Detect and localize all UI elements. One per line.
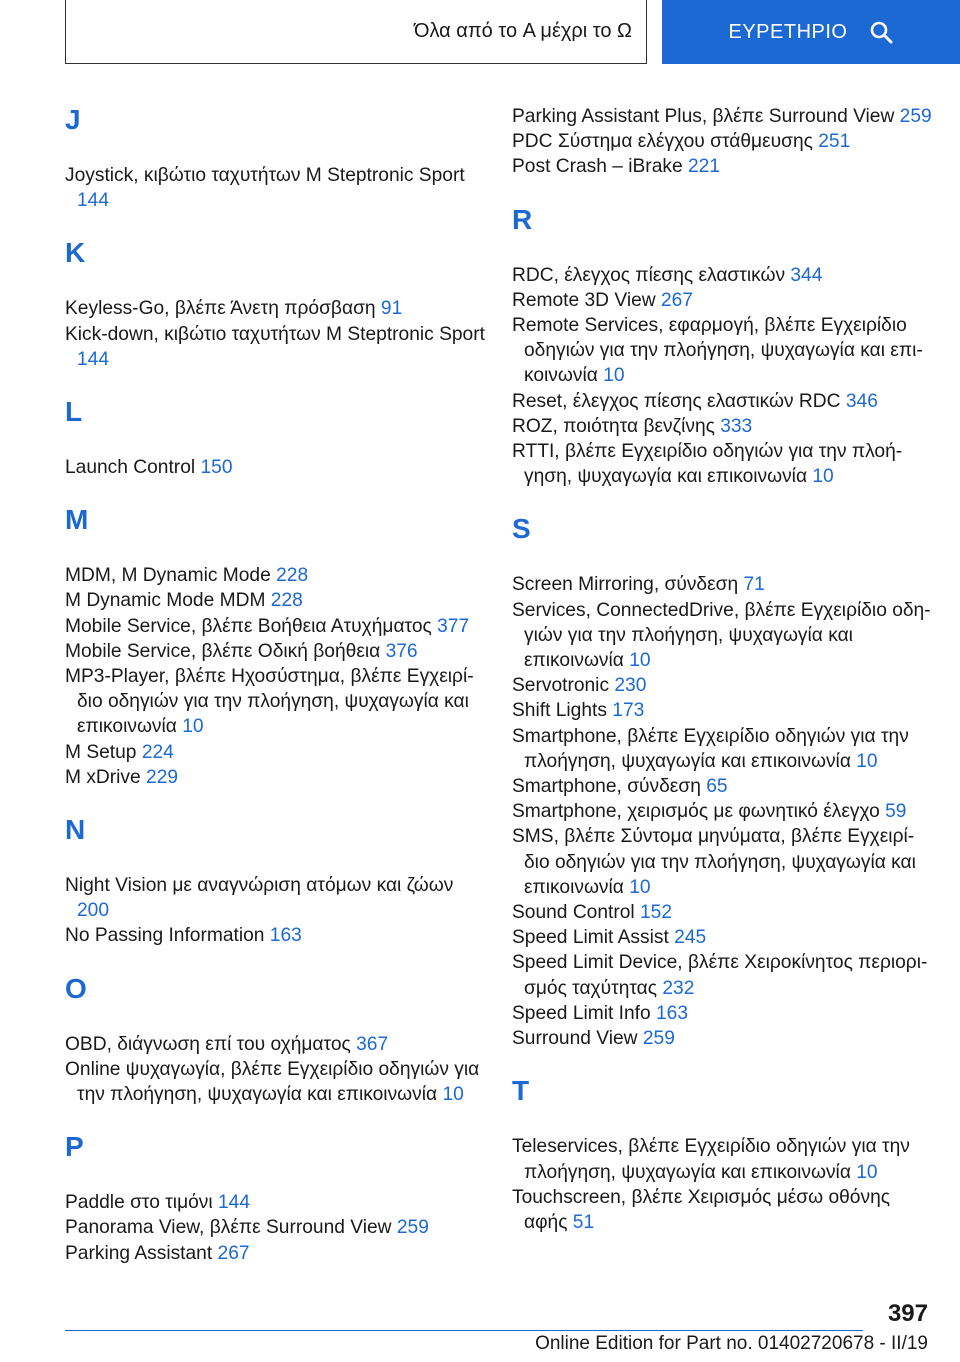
index-entry-text: Reset, έλεγχος πίεσης ελαστικών RDC bbox=[512, 390, 841, 412]
index-entry-text: Speed Limit Device, βλέπε Χειροκίνητος περιορισμός ταχύτητας bbox=[512, 952, 928, 999]
section-tab-label: Όλα από το A μέχρι το Ω bbox=[414, 20, 632, 42]
page-reference-link[interactable]: 65 bbox=[706, 776, 728, 798]
page-reference-link[interactable]: 346 bbox=[845, 390, 878, 412]
page-reference-link[interactable]: 344 bbox=[790, 264, 823, 286]
index-entry bbox=[65, 873, 485, 923]
index-entry-text: Surround View bbox=[512, 1028, 638, 1050]
page-reference-link[interactable]: 144 bbox=[77, 348, 110, 370]
page-reference-link[interactable]: 144 bbox=[77, 190, 110, 212]
page-reference-link[interactable]: 144 bbox=[218, 1192, 251, 1214]
index-entry bbox=[512, 288, 932, 313]
page-reference-link[interactable]: 71 bbox=[743, 574, 765, 596]
index-entry-text: Touchscreen, βλέπε Χειρισμός μέσω οθόνης αφής bbox=[512, 1186, 890, 1233]
index-letter-heading: K bbox=[65, 237, 86, 269]
page-reference-link[interactable]: 10 bbox=[856, 1161, 878, 1183]
index-entry-text: Mobile Service, βλέπε Βοήθεια Ατυχήματος bbox=[65, 615, 432, 637]
index-entry bbox=[65, 588, 485, 613]
section-gap bbox=[512, 489, 932, 513]
page-reference-link[interactable]: 51 bbox=[572, 1211, 595, 1233]
index-entry bbox=[512, 724, 932, 774]
index-entry-text: Smartphone, σύνδεση bbox=[512, 776, 701, 798]
index-letter-heading: P bbox=[65, 1131, 84, 1163]
page-reference-link[interactable]: 10 bbox=[182, 716, 204, 738]
index-entry bbox=[512, 439, 932, 489]
index-entry bbox=[65, 322, 485, 372]
index-entry-text: MP3-Player, βλέπε Ηχοσύστημα, βλέπε Εγχειρίδιο οδηγιών για την πλοήγηση, ψυχαγωγία και επικοινωνία bbox=[65, 666, 474, 738]
index-letter-heading: T bbox=[512, 1075, 530, 1107]
page-reference-link[interactable]: 376 bbox=[385, 640, 418, 662]
page-reference-link[interactable]: 10 bbox=[812, 466, 834, 488]
index-letter-heading: O bbox=[65, 972, 87, 1004]
index-entry bbox=[512, 154, 932, 179]
page-reference-link[interactable]: 367 bbox=[356, 1033, 389, 1055]
index-entry bbox=[512, 104, 932, 129]
index-entry-text: M xDrive bbox=[65, 766, 141, 788]
page-reference-link[interactable]: 333 bbox=[720, 415, 753, 437]
index-entry bbox=[65, 614, 485, 639]
index-entry-text: Speed Limit Info bbox=[512, 1002, 651, 1024]
page-reference-link[interactable]: 259 bbox=[899, 106, 932, 127]
page-reference-link[interactable]: 224 bbox=[141, 741, 174, 763]
index-entry-text: Keyless-Go, βλέπε Άνετη πρόσβαση bbox=[65, 298, 376, 320]
page-reference-link[interactable]: 200 bbox=[77, 900, 110, 922]
index-entry bbox=[65, 765, 485, 790]
page-reference-link[interactable]: 267 bbox=[217, 1242, 250, 1264]
index-button[interactable] bbox=[662, 0, 960, 64]
index-entry-text: RTTI, βλέπε Εγχειρίδιο οδηγιών για την πλοήγηση, ψυχαγωγία και επικοινωνία bbox=[512, 441, 903, 488]
index-entry-text: No Passing Information bbox=[65, 925, 265, 947]
index-entry bbox=[512, 1185, 932, 1235]
page-reference-link[interactable]: 10 bbox=[603, 365, 625, 387]
index-entry-text: Remote 3D View bbox=[512, 289, 656, 311]
index-letter-heading: J bbox=[65, 104, 81, 135]
page-reference-link[interactable]: 10 bbox=[629, 876, 651, 898]
page-reference-link[interactable]: 267 bbox=[660, 289, 693, 311]
index-entry-text: Parking Assistant bbox=[65, 1242, 213, 1264]
index-entry bbox=[512, 1026, 932, 1051]
index-entry-text: Post Crash – iBrake bbox=[512, 156, 683, 178]
index-entry-text: MDM, M Dynamic Mode bbox=[65, 565, 271, 587]
index-entry-text: Mobile Service, βλέπε Οδική βοήθεια bbox=[65, 640, 381, 662]
index-letter-heading: R bbox=[512, 203, 533, 235]
section-gap bbox=[65, 213, 485, 237]
section-gap bbox=[65, 372, 485, 396]
page-reference-link[interactable]: 228 bbox=[270, 590, 303, 612]
page-reference-link[interactable]: 228 bbox=[276, 565, 309, 587]
page-reference-link[interactable]: 259 bbox=[642, 1028, 675, 1050]
page-reference-link[interactable]: 150 bbox=[200, 457, 233, 479]
page-reference-link[interactable]: 152 bbox=[640, 902, 673, 924]
index-column-right bbox=[512, 104, 932, 1235]
index-label: ΕΥΡΕΤΗΡΙΟ bbox=[728, 20, 848, 43]
index-entry-text: Servotronic bbox=[512, 675, 610, 697]
index-entry-text: OBD, διάγνωση επί του οχήματος bbox=[65, 1033, 351, 1055]
index-entry bbox=[512, 572, 932, 597]
index-entry-text: PDC Σύστημα ελέγχου στάθμευσης bbox=[512, 131, 813, 153]
index-letter-heading: N bbox=[65, 814, 86, 846]
section-gap bbox=[65, 1107, 485, 1131]
page-reference-link[interactable]: 221 bbox=[687, 156, 720, 178]
index-entry-text: Speed Limit Assist bbox=[512, 927, 669, 949]
search-icon bbox=[869, 20, 893, 44]
index-entry-text: Smartphone, χειρισμός με φωνητικό έλεγχο bbox=[512, 801, 880, 823]
index-entry bbox=[512, 673, 932, 698]
index-entry-text: Joystick, κιβώτιο ταχυτήτων M Steptronic Sport bbox=[65, 165, 465, 186]
page-reference-link[interactable]: 163 bbox=[269, 925, 302, 947]
index-column-left bbox=[65, 104, 485, 1266]
index-entry bbox=[512, 925, 932, 950]
page-reference-link[interactable]: 173 bbox=[612, 700, 645, 722]
index-entry-text: Smartphone, βλέπε Εγχειρίδιο οδηγιών για την πλοήγηση, ψυχαγωγία και επικοινωνία bbox=[512, 725, 909, 772]
index-entry bbox=[512, 598, 932, 674]
index-entry bbox=[65, 163, 485, 213]
index-entry bbox=[65, 563, 485, 588]
index-entry bbox=[512, 389, 932, 414]
page-reference-link[interactable]: 10 bbox=[442, 1084, 464, 1106]
edition-note: Online Edition for Part no. 01402720678 - II/19 bbox=[535, 1333, 928, 1354]
index-entry bbox=[512, 263, 932, 288]
index-entry-text: ROZ, ποιότητα βενζίνης bbox=[512, 415, 715, 437]
index-entry-text: Sound Control bbox=[512, 902, 635, 924]
page-reference-link[interactable]: 259 bbox=[396, 1217, 429, 1239]
index-entry bbox=[65, 1057, 485, 1107]
index-entry bbox=[512, 1001, 932, 1026]
index-entry bbox=[512, 313, 932, 389]
page-reference-link[interactable]: 229 bbox=[146, 766, 179, 788]
footer-divider bbox=[65, 1330, 863, 1331]
index-entry-text: Services, ConnectedDrive, βλέπε Εγχειρίδιο οδηγιών για την πλοήγηση, ψυχαγωγία και επικοινωνία bbox=[512, 599, 931, 672]
index-entry-text: Online ψυχαγωγία, βλέπε Εγχειρίδιο οδηγιών για την πλοήγηση, ψυχαγωγία και επικοινωνία bbox=[65, 1058, 480, 1106]
page-reference-link[interactable]: 10 bbox=[856, 750, 878, 772]
index-entry bbox=[65, 1032, 485, 1057]
page-reference-link[interactable]: 245 bbox=[674, 927, 707, 949]
index-entry-text: Shift Lights bbox=[512, 700, 607, 722]
page-reference-link[interactable]: 59 bbox=[885, 801, 907, 823]
page-reference-link[interactable]: 91 bbox=[380, 298, 403, 320]
index-entry bbox=[512, 414, 932, 439]
index-entry bbox=[512, 1134, 932, 1184]
index-entry-text: M Dynamic Mode MDM bbox=[65, 590, 266, 612]
index-entry-text: Kick-down, κιβώτιο ταχυτήτων M Steptronic Sport bbox=[65, 323, 485, 345]
index-entry bbox=[512, 824, 932, 900]
section-gap bbox=[65, 949, 485, 973]
index-entry-text: Teleservices, βλέπε Εγχειρίδιο οδηγιών για την πλοήγηση, ψυχαγωγία και επικοινωνία bbox=[512, 1136, 910, 1183]
section-gap bbox=[65, 790, 485, 814]
index-entry bbox=[512, 900, 932, 925]
page-reference-link[interactable]: 251 bbox=[818, 131, 851, 153]
index-entry-text: Launch Control bbox=[65, 457, 196, 479]
index-entry-text: RDC, έλεγχος πίεσης ελαστικών bbox=[512, 264, 786, 286]
index-letter-heading: L bbox=[65, 396, 83, 428]
page-reference-link[interactable]: 230 bbox=[614, 675, 647, 697]
page-reference-link[interactable]: 377 bbox=[437, 615, 470, 637]
index-entry bbox=[65, 1190, 485, 1215]
index-entry-text: SMS, βλέπε Σύντομα μηνύματα, βλέπε Εγχειρίδιο οδηγιών για την πλοήγηση, ψυχαγωγία και επικοινωνία bbox=[512, 826, 916, 898]
index-letter-heading: M bbox=[65, 504, 89, 536]
section-gap bbox=[512, 1051, 932, 1075]
index-entry bbox=[65, 639, 485, 664]
index-letter-heading: S bbox=[512, 513, 531, 545]
index-entry-text: M Setup bbox=[65, 741, 137, 763]
index-entry bbox=[512, 698, 932, 723]
page-reference-link[interactable]: 163 bbox=[656, 1002, 689, 1024]
section-tab[interactable] bbox=[65, 0, 647, 64]
section-gap bbox=[512, 180, 932, 204]
index-entry-text: Remote Services, εφαρμογή, βλέπε Εγχειρίδιο οδηγιών για την πλοήγηση, ψυχαγωγία και επικοινωνία bbox=[512, 315, 923, 387]
index-entry bbox=[512, 129, 932, 154]
index-entry bbox=[65, 296, 485, 321]
page-reference-link[interactable]: 10 bbox=[629, 650, 651, 672]
index-entry-text: Screen Mirroring, σύνδεση bbox=[512, 574, 739, 596]
page-reference-link[interactable]: 232 bbox=[662, 977, 695, 999]
index-entry-text: Paddle στο τιμόνι bbox=[65, 1192, 213, 1214]
index-entry bbox=[512, 774, 932, 799]
index-entry bbox=[512, 950, 932, 1000]
index-entry-text: Parking Assistant Plus, βλέπε Surround View bbox=[512, 106, 895, 127]
index-entry bbox=[65, 664, 485, 740]
section-gap bbox=[65, 480, 485, 504]
index-entry-text: Panorama View, βλέπε Surround View bbox=[65, 1217, 392, 1239]
index-entry bbox=[65, 923, 485, 948]
index-entry bbox=[65, 1241, 485, 1266]
page-number: 397 bbox=[887, 1300, 928, 1327]
index-entry bbox=[65, 455, 485, 480]
index-entry bbox=[65, 1215, 485, 1240]
index-entry-text: Night Vision με αναγνώριση ατόμων και ζώων bbox=[65, 875, 454, 897]
index-entry bbox=[512, 799, 932, 824]
index-entry bbox=[65, 740, 485, 765]
